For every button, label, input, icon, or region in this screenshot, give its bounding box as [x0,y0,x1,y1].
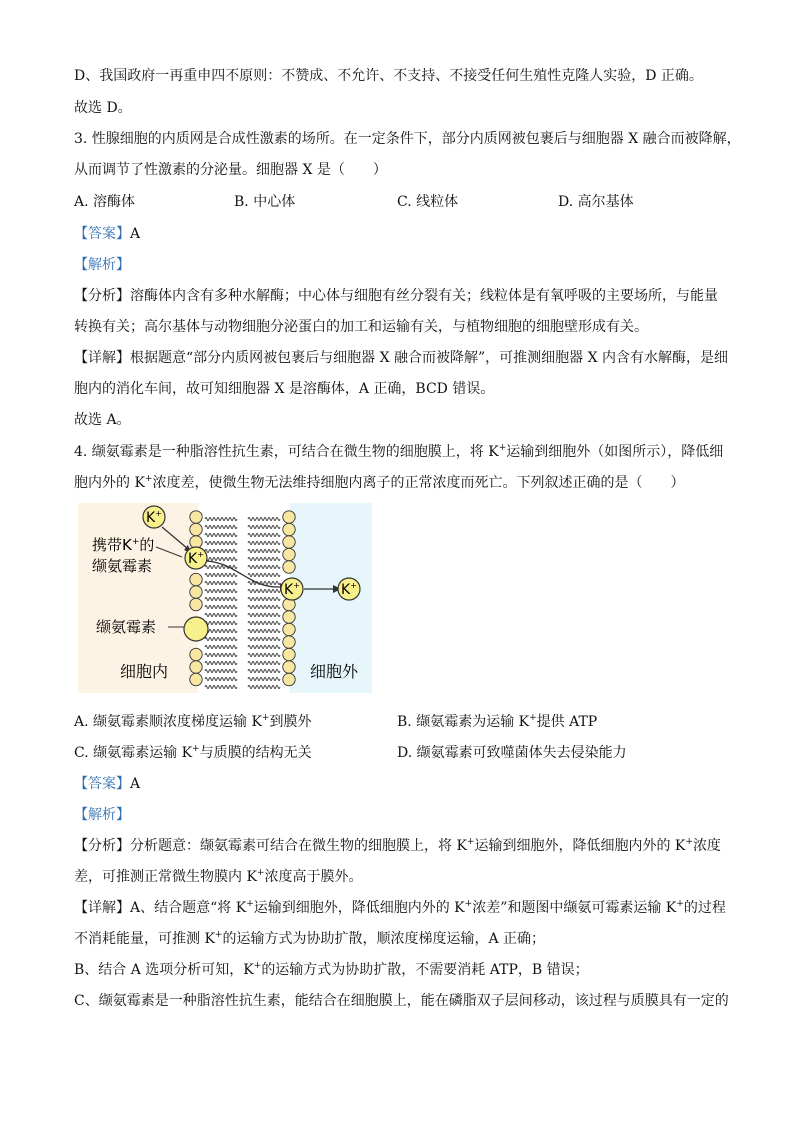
phospholipid-tail [248,678,280,681]
inside-label: 细胞内 [120,662,169,681]
phospholipid-tail [248,606,280,609]
q3-option-d: D. 高尔基体 [558,194,634,210]
prev-option-d-text: D、我国政府一再重申四不原则：不赞成、不允许、不支持、不接受任何生殖性克隆人实验，D 正确。 [74,68,703,84]
phospholipid-head [283,661,295,673]
phospholipid-tail [248,526,280,529]
q4-fenxi-line1: 【分析】分析题意：缬氨霉素可结合在微生物的细胞膜上，将 K+运输到细胞外，降低细胞内外的 K+浓度 [74,837,721,854]
answer-tag: 【答案】 [74,226,130,242]
q3-fenxi-line2: 转换有关；高尔基体与动物细胞分泌蛋白的加工和运输有关，与植物细胞的细胞壁形成有关。 [74,319,648,335]
phospholipid-head [190,536,202,548]
phospholipid-head [190,648,202,660]
phospholipid-tail [205,654,237,657]
q3-stem-line2: 从而调节了性激素的分泌量。细胞器 X 是（ ） [74,162,387,178]
phospholipid-tail [248,518,280,521]
q3-answer [74,224,140,244]
phospholipid-tail [248,646,280,649]
phospholipid-tail [248,622,280,625]
k-ion-label: K+ [341,581,357,598]
k-ion-label: K+ [146,509,162,526]
phospholipid-tail [205,590,237,593]
q3-stem-line1: 3. 性腺细胞的内质网是合成性激素的场所。在一定条件下，部分内质网被包裹后与细胞器 X 融合而被降解， [74,131,741,147]
phospholipid-head [190,661,202,673]
phospholipid-head [190,511,202,523]
phospholipid-head [190,573,202,585]
fenxi-tag: 【分析】 [74,288,130,304]
q3-jiexi-tag: 【解析】 [74,257,130,273]
phospholipid-tail [248,598,280,601]
q3-option-b: B. 中心体 [234,194,296,210]
xiangjie-text: 根据题意“部分内质网被包裹后与细胞器 X 融合而被降解”，可推测细胞器 X 内含有水解酶，是细 [130,350,729,366]
phospholipid-tail [205,606,237,609]
phospholipid-head [283,648,295,660]
phospholipid-tail [205,678,237,681]
phospholipid-tail [248,582,280,585]
phospholipid-head [190,586,202,598]
phospholipid-tail [205,582,237,585]
phospholipid-tail [205,662,237,665]
phospholipid-head [283,536,295,548]
phospholipid-head [283,636,295,648]
q3-fenxi-line1 [74,286,718,306]
phospholipid-tail [248,534,280,537]
phospholipid-tail [248,654,280,657]
q3-option-c: C. 线粒体 [397,194,459,210]
answer-tag: 【答案】 [74,776,130,792]
q4-fenxi-line2: 差，可推测正常微生物膜内 K+浓度高于膜外。 [74,868,363,885]
q4-option-a: A. 缬氨霉素顺浓度梯度运输 K+到膜外 [74,713,312,730]
phospholipid-tail [248,574,280,577]
phospholipid-tail [248,614,280,617]
choose-d: 故选 D。 [74,100,132,116]
phospholipid-tail [248,542,280,545]
q4-option-c-analysis: C、缬氨霉素是一种脂溶性抗生素，能结合在细胞膜上，能在磷脂双子层间移动，该过程与质膜具有一定的 [74,993,729,1009]
q4-xiangjie-line1: 【详解】A、结合题意“将 K+运输到细胞外，降低细胞内外的 K+浓差”和题图中缬氨可霉素运输 K+的过程 [74,899,726,916]
phospholipid-tail [205,630,237,633]
phospholipid-tail [205,574,237,577]
phospholipid-head [283,561,295,573]
answer-value: A [130,776,141,792]
k-ion-label: K+ [188,550,204,567]
phospholipid-tail [205,614,237,617]
valinomycin-transport-figure [78,503,374,695]
phospholipid-tail [205,542,237,545]
q4-option-c: C. 缬氨霉素运输 K+与质膜的结构无关 [74,744,312,761]
phospholipid-tail [248,686,280,689]
phospholipid-head [283,523,295,535]
phospholipid-tail [205,598,237,601]
phospholipid-bilayer [190,511,295,689]
valinomycin-label: 缬氨霉素 [96,618,157,636]
phospholipid-tail [248,630,280,633]
phospholipid-tail [205,646,237,649]
phospholipid-tail [248,558,280,561]
q3-xiangjie-line1 [74,348,728,368]
q4-stem-line2 [74,473,684,493]
phospholipid-tail [205,526,237,529]
phospholipid-head [283,548,295,560]
phospholipid-tail [248,590,280,593]
valinomycin-molecule [184,617,208,641]
q4-stem-text: 4. 缬氨霉素是一种脂溶性抗生素，可结合在微生物的细胞膜上，将 K [74,444,499,460]
phospholipid-tail [248,638,280,641]
phospholipid-head [190,673,202,685]
phospholipid-tail [205,566,237,569]
phospholipid-tail [205,622,237,625]
k-ion-label: K+ [284,581,300,598]
phospholipid-head [283,611,295,623]
phospholipid-head [283,673,295,685]
phospholipid-tail [248,670,280,673]
q4-option-d: D. 缬氨霉素可致噬菌体失去侵染能力 [397,745,627,761]
phospholipid-tail [205,550,237,553]
phospholipid-tail [248,550,280,553]
carrier-label-line1: 携带K+的 [92,536,155,554]
q4-option-b-analysis: B、结合 A 选项分析可知，K+的运输方式为协助扩散，不需要消耗 ATP，B 错误； [74,961,589,978]
answer-value: A [130,226,141,242]
carrier-label-line2: 缬氨霉素 [92,557,153,575]
superscript-plus: + [144,474,153,484]
q4-xiangjie-line2: 不消耗能量，可推测 K+的运输方式为协助扩散，顺浓度梯度运输，A 正确； [74,930,546,947]
q4-option-b: B. 缬氨霉素为运输 K+提供 ATP [397,713,598,730]
phospholipid-tail [205,638,237,641]
phospholipid-head [190,598,202,610]
phospholipid-tail [205,686,237,689]
q4-stem-text: 胞内外的 K [74,475,145,491]
phospholipid-head [283,511,295,523]
q3-choose: 故选 A。 [74,412,131,428]
phospholipid-head [283,623,295,635]
superscript-plus: + [498,443,507,453]
q3-xiangjie-line2: 胞内的消化车间，故可知细胞器 X 是溶酶体，A 正确，BCD 错误。 [74,381,495,397]
fenxi-text: 溶酶体内含有多种水解酶；中心体与细胞有丝分裂有关；线粒体是有氧呼吸的主要场所，与能量 [130,288,718,304]
q4-stem-text: 浓度差，使微生物无法维持细胞内离子的正常浓度而死亡。下列叙述正确的是（ ） [152,475,685,491]
phospholipid-tail [248,662,280,665]
q3-option-a: A. 溶酶体 [74,194,136,210]
phospholipid-tail [205,534,237,537]
phospholipid-tail [248,566,280,569]
q4-stem-text: 运输到细胞外（如图所示），降低细 [506,444,724,460]
phospholipid-tail [205,558,237,561]
outside-label: 细胞外 [310,662,359,681]
q4-answer [74,774,140,794]
q4-stem-line1 [74,442,723,462]
xiangjie-tag: 【详解】 [74,350,130,366]
phospholipid-tail [205,518,237,521]
phospholipid-tail [205,670,237,673]
q4-jiexi-tag: 【解析】 [74,807,130,823]
phospholipid-head [190,523,202,535]
